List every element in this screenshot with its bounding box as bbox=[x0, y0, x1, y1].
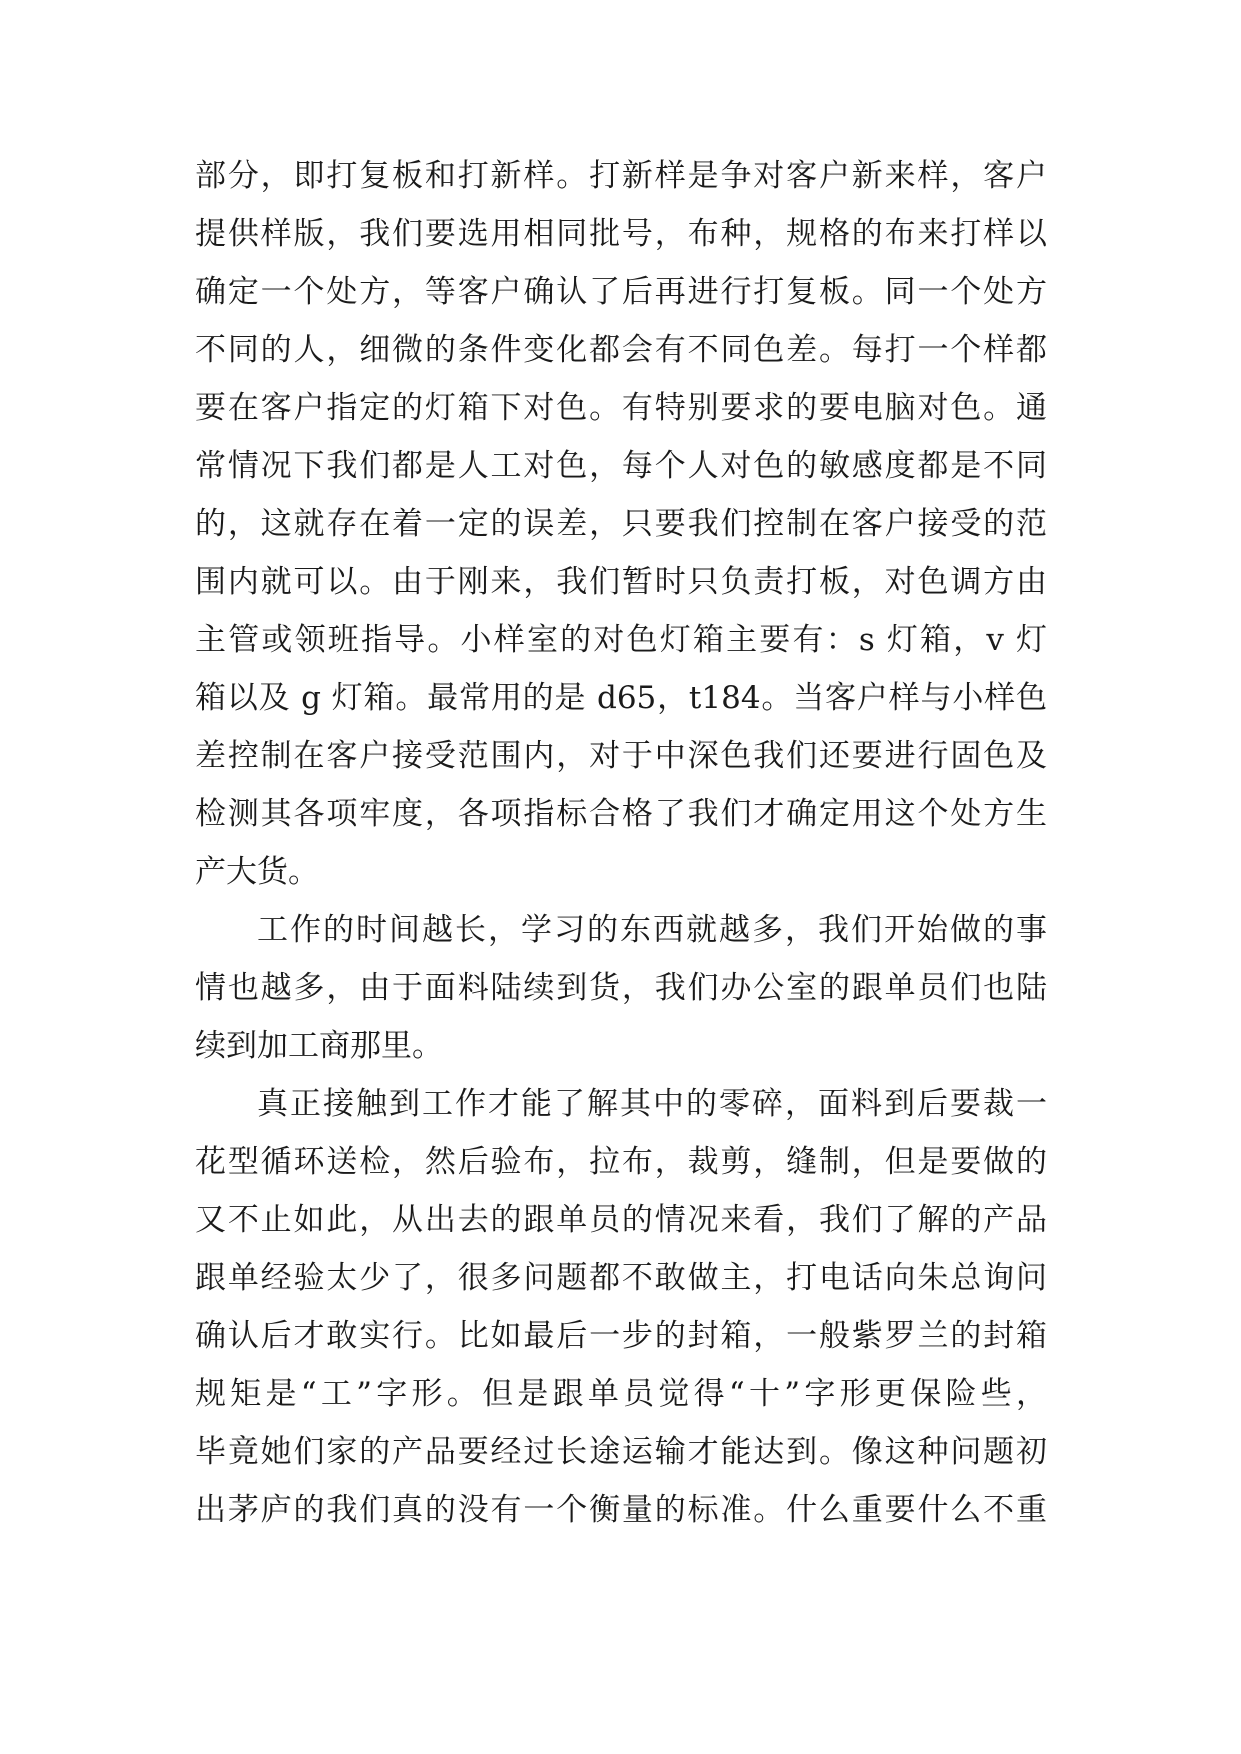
text-line: 产大货。 bbox=[195, 854, 319, 890]
text-line: 要在客户指定的灯箱下对色。有特别要求的要电脑对色。通 bbox=[195, 390, 1047, 426]
text-line: 不同的人，细微的条件变化都会有不同色差。每打一个样都 bbox=[195, 332, 1047, 368]
text-line: 规矩是“工”字形。但是跟单员觉得“十”字形更保险些， bbox=[195, 1376, 1047, 1412]
text-line: 情也越多，由于面料陆续到货，我们办公室的跟单员们也陆 bbox=[195, 970, 1047, 1006]
text-line: 又不止如此，从出去的跟单员的情况来看，我们了解的产品 bbox=[195, 1202, 1047, 1238]
text-line: 常情况下我们都是人工对色，每个人对色的敏感度都是不同 bbox=[195, 448, 1047, 484]
text-line: 确定一个处方，等客户确认了后再进行打复板。同一个处方 bbox=[195, 274, 1047, 310]
paragraph-first-line: 真正接触到工作才能了解其中的零碎，面料到后要裁一 bbox=[257, 1086, 1047, 1122]
paragraph-first-line: 工作的时间越长，学习的东西就越多，我们开始做的事 bbox=[257, 912, 1047, 948]
text-line: 箱以及 g 灯箱。最常用的是 d65，t184。当客户样与小样色 bbox=[195, 680, 1047, 716]
text-line: 检测其各项牢度，各项指标合格了我们才确定用这个处方生 bbox=[195, 796, 1047, 832]
text-line: 差控制在客户接受范围内，对于中深色我们还要进行固色及 bbox=[195, 738, 1047, 774]
text-line: 提供样版，我们要选用相同批号，布种，规格的布来打样以 bbox=[195, 216, 1047, 252]
text-line: 主管或领班指导。小样室的对色灯箱主要有：s 灯箱，v 灯 bbox=[195, 622, 1047, 658]
text-line: 部分，即打复板和打新样。打新样是争对客户新来样，客户 bbox=[195, 158, 1047, 194]
text-line: 围内就可以。由于刚来，我们暂时只负责打板，对色调方由 bbox=[195, 564, 1047, 600]
text-line: 的，这就存在着一定的误差，只要我们控制在客户接受的范 bbox=[195, 506, 1047, 542]
text-line: 跟单经验太少了，很多问题都不敢做主，打电话向朱总询问 bbox=[195, 1260, 1047, 1296]
text-line: 出茅庐的我们真的没有一个衡量的标准。什么重要什么不重 bbox=[195, 1492, 1047, 1528]
text-line: 续到加工商那里。 bbox=[195, 1028, 443, 1064]
text-line: 花型循环送检，然后验布，拉布，裁剪，缝制，但是要做的 bbox=[195, 1144, 1047, 1180]
text-line: 确认后才敢实行。比如最后一步的封箱，一般紫罗兰的封箱 bbox=[195, 1318, 1047, 1354]
text-line: 毕竟她们家的产品要经过长途运输才能达到。像这种问题初 bbox=[195, 1434, 1047, 1470]
